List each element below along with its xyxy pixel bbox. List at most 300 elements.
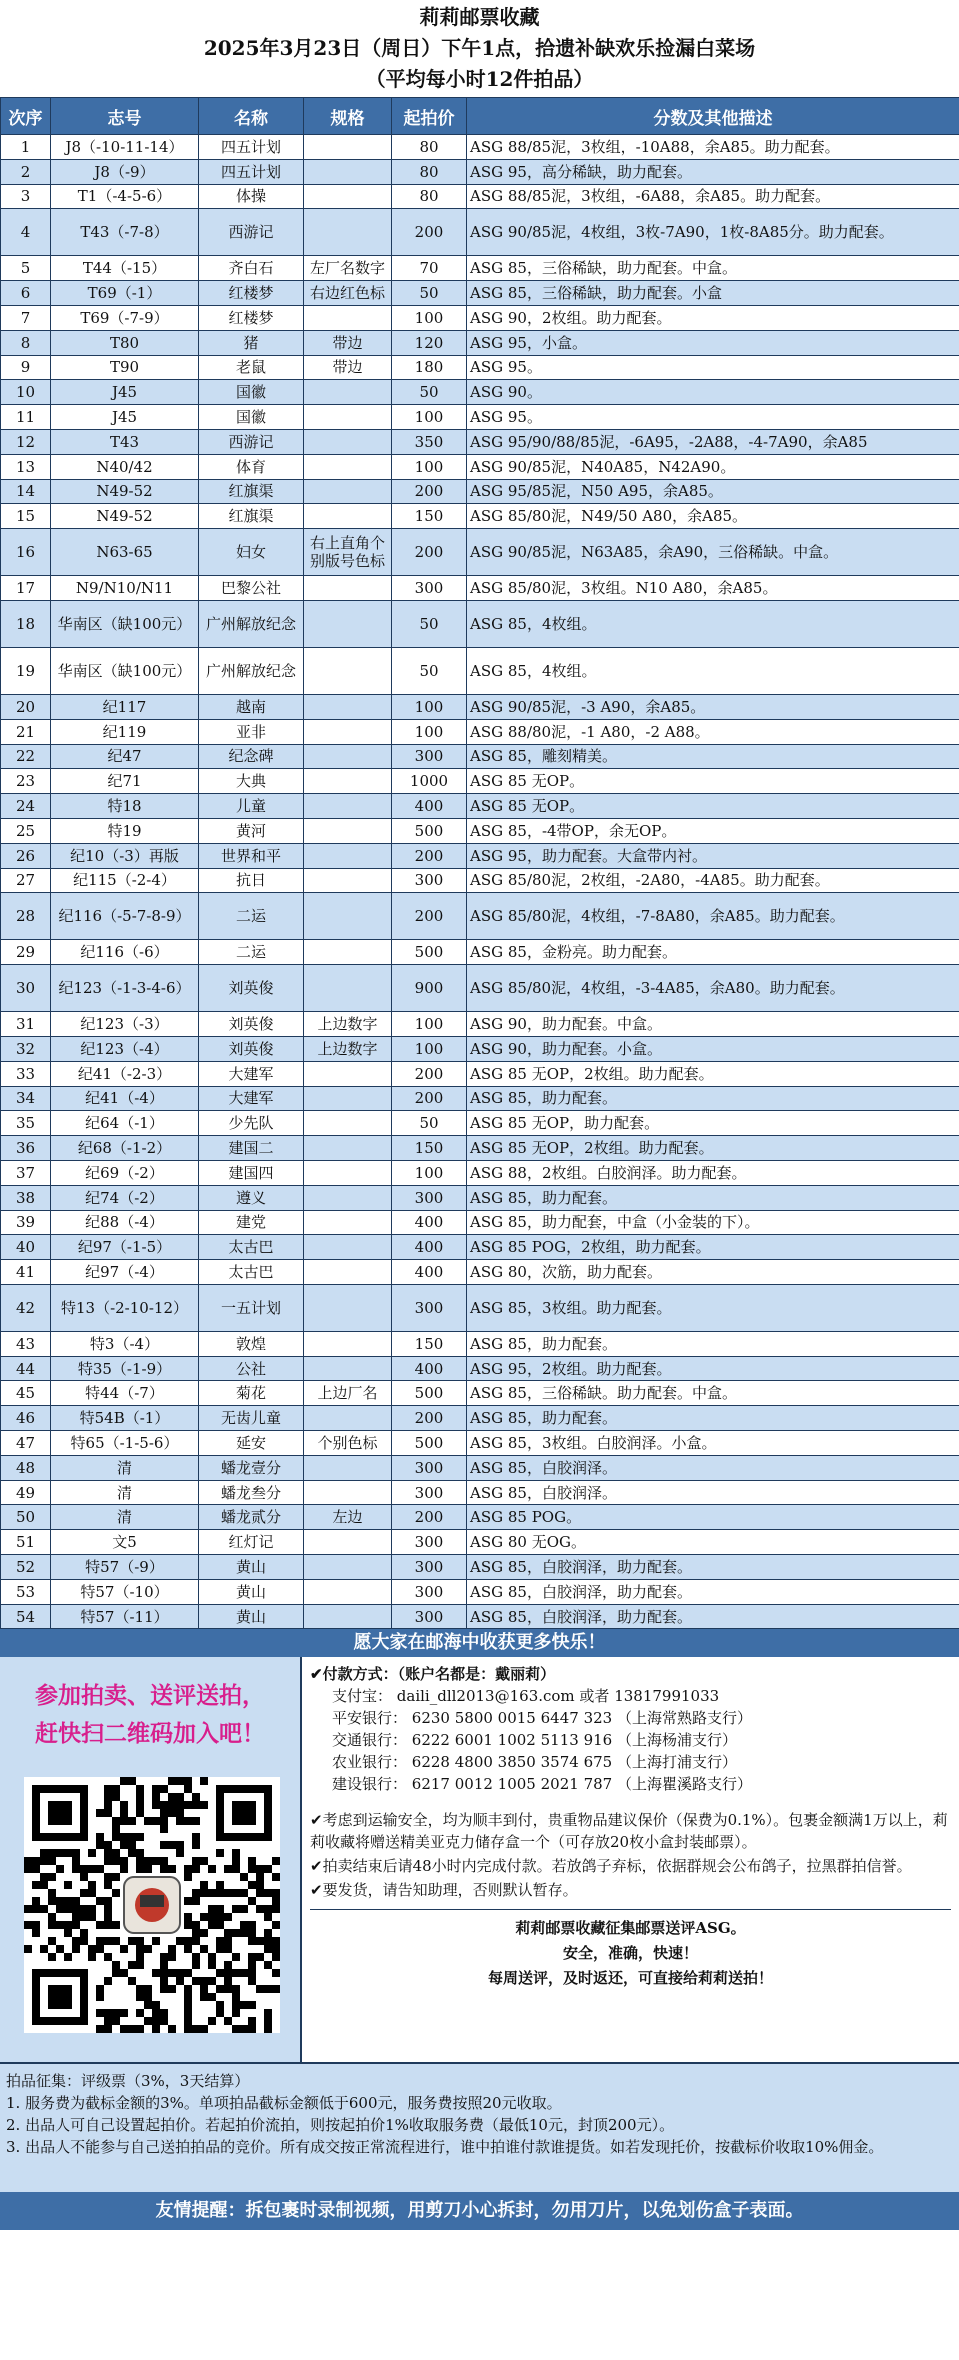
lot-price: 50 (392, 600, 467, 647)
lot-desc: ASG 85 无OP，2枚组。助力配套。 (467, 1136, 959, 1161)
lot-order: 44 (1, 1356, 51, 1381)
lot-price: 200 (392, 893, 467, 940)
lot-price: 200 (392, 1061, 467, 1086)
lot-name: 敦煌 (199, 1331, 304, 1356)
lot-spec (304, 1235, 392, 1260)
table-row (1, 1579, 959, 1604)
lot-desc: ASG 85 无OP，助力配套。 (467, 1111, 959, 1136)
lot-price: 300 (392, 1455, 467, 1480)
lot-price: 200 (392, 529, 467, 576)
bank-number[interactable]: 6222 6001 1002 5113 916 (411, 1731, 613, 1750)
lot-code: 纪41（-4） (51, 1086, 199, 1111)
lot-desc: ASG 90，助力配套。中盒。 (467, 1012, 959, 1037)
table-row (1, 1331, 959, 1356)
lot-spec (304, 159, 392, 184)
lot-order: 10 (1, 380, 51, 405)
lot-price: 300 (392, 576, 467, 601)
lot-price: 300 (392, 1579, 467, 1604)
lot-name: 世界和平 (199, 843, 304, 868)
lot-desc: ASG 85/80泥，4枚组，-3-4A85，余A80。助力配套。 (467, 965, 959, 1012)
lot-desc: ASG 88，2枚组。白胶润泽。助力配套。 (467, 1160, 959, 1185)
lot-order: 25 (1, 818, 51, 843)
lot-order: 33 (1, 1061, 51, 1086)
recruit-line-2: 安全，准确，快速！ (562, 1944, 698, 1963)
lot-order: 9 (1, 355, 51, 380)
lot-order: 35 (1, 1111, 51, 1136)
lot-name: 儿童 (199, 794, 304, 819)
lot-name: 广州解放纪念 (199, 647, 304, 694)
lot-desc: ASG 85，白胶润泽。 (467, 1455, 959, 1480)
table-row (1, 1455, 959, 1480)
table-row (1, 1505, 959, 1530)
lot-price: 200 (392, 1505, 467, 1530)
col-header-desc: 分数及其他描述 (467, 98, 959, 135)
lot-desc: ASG 95，助力配套。大盒带内衬。 (467, 843, 959, 868)
lot-name: 遵义 (199, 1185, 304, 1210)
lot-order: 31 (1, 1012, 51, 1037)
lot-price: 500 (392, 1431, 467, 1456)
lot-code: 纪97（-1-5） (51, 1235, 199, 1260)
lot-order: 3 (1, 184, 51, 209)
lot-price: 1000 (392, 769, 467, 794)
lot-code: 纪74（-2） (51, 1185, 199, 1210)
lot-code: 纪116（-5-7-8-9） (51, 893, 199, 940)
table-row (1, 893, 959, 940)
lot-code: 华南区（缺100元） (51, 647, 199, 694)
lot-spec (304, 429, 392, 454)
table-row (1, 576, 959, 601)
lot-spec (304, 479, 392, 504)
lot-price: 120 (392, 330, 467, 355)
lot-name: 亚非 (199, 719, 304, 744)
lot-name: 蟠龙贰分 (199, 1505, 304, 1530)
table-row (1, 794, 959, 819)
table-row (1, 454, 959, 479)
lot-name: 黄山 (199, 1555, 304, 1580)
lot-name: 少先队 (199, 1111, 304, 1136)
lot-desc: ASG 85，助力配套。 (467, 1406, 959, 1431)
lot-price: 300 (392, 744, 467, 769)
bank-number[interactable]: 6228 4800 3850 3574 675 (411, 1753, 613, 1772)
bank-label: 建设银行： (332, 1775, 408, 1794)
lot-code: 纪64（-1） (51, 1111, 199, 1136)
lot-order: 16 (1, 529, 51, 576)
lot-order: 1 (1, 135, 51, 160)
lot-code: 特13（-2-10-12） (51, 1284, 199, 1331)
lot-price: 300 (392, 1480, 467, 1505)
lot-name: 建党 (199, 1210, 304, 1235)
lot-spec (304, 1210, 392, 1235)
lot-desc: ASG 95。 (467, 355, 959, 380)
lot-spec (304, 184, 392, 209)
lot-spec (304, 1260, 392, 1285)
bank-row-2 (310, 1729, 951, 1751)
lot-code: 清 (51, 1455, 199, 1480)
lot-name: 越南 (199, 694, 304, 719)
lot-name: 二运 (199, 940, 304, 965)
table-row (1, 1356, 959, 1381)
lot-spec (304, 940, 392, 965)
lot-price: 200 (392, 479, 467, 504)
col-header-name: 名称 (199, 98, 304, 135)
table-row (1, 184, 959, 209)
lot-spec: 个别色标 (304, 1431, 392, 1456)
lot-name: 大典 (199, 769, 304, 794)
lot-price: 80 (392, 159, 467, 184)
lot-spec (304, 1356, 392, 1381)
page-title: 莉莉邮票收藏 (419, 5, 540, 29)
table-row (1, 1530, 959, 1555)
lot-name: 巴黎公社 (199, 576, 304, 601)
lot-price: 150 (392, 504, 467, 529)
lot-code: 特18 (51, 794, 199, 819)
lot-code: N9/N10/N11 (51, 576, 199, 601)
lot-name: 国徽 (199, 405, 304, 430)
lot-name: 猪 (199, 330, 304, 355)
bank-branch: （上海杨浦支行） (616, 1731, 737, 1750)
lot-spec (304, 843, 392, 868)
table-row (1, 1235, 959, 1260)
table-row (1, 330, 959, 355)
bank-number[interactable]: 6230 5800 0015 6447 323 (411, 1709, 613, 1728)
table-row (1, 1555, 959, 1580)
lot-spec (304, 1530, 392, 1555)
lot-code: 纪123（-4） (51, 1036, 199, 1061)
lot-desc: ASG 95。 (467, 405, 959, 430)
lot-price: 300 (392, 1555, 467, 1580)
lot-price: 200 (392, 209, 467, 256)
lot-order: 18 (1, 600, 51, 647)
lot-desc: ASG 90/85泥，N40A85，N42A90。 (467, 454, 959, 479)
lot-price: 400 (392, 1356, 467, 1381)
lot-spec: 右边红色标 (304, 281, 392, 306)
lot-code: 华南区（缺100元） (51, 600, 199, 647)
table-row (1, 868, 959, 893)
lot-desc: ASG 95，小盒。 (467, 330, 959, 355)
lot-desc: ASG 90。 (467, 380, 959, 405)
lot-spec (304, 1331, 392, 1356)
lot-code: 特44（-7） (51, 1381, 199, 1406)
table-row (1, 719, 959, 744)
lot-name: 蟠龙壹分 (199, 1455, 304, 1480)
lot-order: 19 (1, 647, 51, 694)
lot-price: 100 (392, 719, 467, 744)
lot-desc: ASG 85 无OP，2枚组。助力配套。 (467, 1061, 959, 1086)
page-note: （平均每小时12件拍品） (365, 67, 594, 91)
note-payment-deadline: ✔拍卖结束后请48小时内完成付款。若放鸽子弃标，依据群规会公布鸽子，拉黑群拍信誉。 (310, 1857, 912, 1876)
payment-title: ✔付款方式：（账户名都是：戴丽莉） (310, 1665, 556, 1684)
lot-price: 400 (392, 1235, 467, 1260)
lot-name: 黄山 (199, 1604, 304, 1629)
lot-desc: ASG 85，3枚组。白胶润泽。小盒。 (467, 1431, 959, 1456)
lot-code: 纪123（-1-3-4-6） (51, 965, 199, 1012)
alipay-row (310, 1685, 951, 1707)
rules-section (0, 2064, 959, 2192)
lot-order: 42 (1, 1284, 51, 1331)
col-header-price: 起拍价 (392, 98, 467, 135)
lot-spec (304, 454, 392, 479)
bank-row-4 (310, 1773, 951, 1795)
lot-name: 大建军 (199, 1061, 304, 1086)
lot-name: 刘英俊 (199, 965, 304, 1012)
lot-name: 菊花 (199, 1381, 304, 1406)
lot-desc: ASG 85，白胶润泽，助力配套。 (467, 1579, 959, 1604)
lot-price: 400 (392, 794, 467, 819)
lot-desc: ASG 95，2枚组。助力配套。 (467, 1356, 959, 1381)
info-section (0, 1657, 959, 2064)
blessing-banner: 愿大家在邮海中收获更多快乐！ (0, 1629, 959, 1657)
rule-1: 1. 服务费为截标金额的3%。单项拍品截标金额低于600元，服务费按照20元收取。 (6, 2094, 562, 2113)
lot-price: 100 (392, 405, 467, 430)
lot-desc: ASG 90，助力配套。小盒。 (467, 1036, 959, 1061)
lot-desc: ASG 85，助力配套。 (467, 1086, 959, 1111)
lot-price: 300 (392, 1284, 467, 1331)
lot-desc: ASG 85，3枚组。助力配套。 (467, 1284, 959, 1331)
lot-order: 41 (1, 1260, 51, 1285)
lot-price: 300 (392, 1604, 467, 1629)
lot-price: 500 (392, 1381, 467, 1406)
lot-spec (304, 305, 392, 330)
lot-order: 30 (1, 965, 51, 1012)
lot-spec (304, 719, 392, 744)
table-row (1, 818, 959, 843)
lot-desc: ASG 85 无OP。 (467, 794, 959, 819)
table-row (1, 1036, 959, 1061)
lot-price: 350 (392, 429, 467, 454)
lot-order: 52 (1, 1555, 51, 1580)
table-row (1, 1406, 959, 1431)
lot-desc: ASG 85/80泥，3枚组。N10 A80，余A85。 (467, 576, 959, 601)
lot-code: 特57（-10） (51, 1579, 199, 1604)
lot-code: N49-52 (51, 479, 199, 504)
lot-spec (304, 1185, 392, 1210)
lot-order: 24 (1, 794, 51, 819)
lot-desc: ASG 85/80泥，4枚组，-7-8A80，余A85。助力配套。 (467, 893, 959, 940)
promo-text (0, 1657, 300, 1753)
lot-order: 8 (1, 330, 51, 355)
lot-order: 34 (1, 1086, 51, 1111)
lot-desc: ASG 85，三俗稀缺。助力配套。中盒。 (467, 1381, 959, 1406)
lot-order: 7 (1, 305, 51, 330)
lot-desc: ASG 85，助力配套，中盒（小金装的下）。 (467, 1210, 959, 1235)
table-row (1, 479, 959, 504)
table-row (1, 281, 959, 306)
lot-price: 500 (392, 818, 467, 843)
alipay-label: 支付宝： (332, 1687, 393, 1706)
lot-price: 150 (392, 1136, 467, 1161)
lot-name: 大建军 (199, 1086, 304, 1111)
lot-code: N63-65 (51, 529, 199, 576)
lot-order: 21 (1, 719, 51, 744)
lot-price: 100 (392, 454, 467, 479)
table-row (1, 1381, 959, 1406)
lot-code: 特57（-9） (51, 1555, 199, 1580)
lot-desc: ASG 90，2枚组。助力配套。 (467, 305, 959, 330)
rule-3: 3. 出品人不能参与自己送拍拍品的竞价。所有成交按正常流程进行，谁中拍谁付款谁提货。如若发现托价，按截标价收取10%佣金。 (6, 2138, 884, 2157)
lot-code: 纪88（-4） (51, 1210, 199, 1235)
lot-spec (304, 600, 392, 647)
lot-name: 纪念碑 (199, 744, 304, 769)
lot-code: 纪71 (51, 769, 199, 794)
lot-price: 300 (392, 1530, 467, 1555)
lot-name: 齐白石 (199, 256, 304, 281)
lot-price: 100 (392, 1012, 467, 1037)
lot-name: 红旗渠 (199, 504, 304, 529)
lot-code: T90 (51, 355, 199, 380)
lot-desc: ASG 85，4枚组。 (467, 600, 959, 647)
rule-2: 2. 出品人可自己设置起拍价。若起拍价流拍，则按起拍价1%收取服务费（最低10元，封顶200元）。 (6, 2116, 675, 2135)
lot-spec (304, 1136, 392, 1161)
lot-spec (304, 965, 392, 1012)
lot-spec (304, 744, 392, 769)
lot-code: 纪69（-2） (51, 1160, 199, 1185)
lot-code: 特35（-1-9） (51, 1356, 199, 1381)
lot-desc: ASG 85 POG，2枚组，助力配套。 (467, 1235, 959, 1260)
lot-order: 47 (1, 1431, 51, 1456)
lot-spec (304, 1406, 392, 1431)
lot-spec (304, 769, 392, 794)
lot-code: 纪116（-6） (51, 940, 199, 965)
lot-order: 37 (1, 1160, 51, 1185)
lot-code: 特57（-11） (51, 1604, 199, 1629)
lot-code: 纪117 (51, 694, 199, 719)
table-row (1, 159, 959, 184)
lot-price: 300 (392, 868, 467, 893)
lot-spec (304, 1555, 392, 1580)
table-header-row (1, 98, 959, 135)
lot-desc: ASG 90/85泥，N63A85，余A90，三俗稀缺。中盒。 (467, 529, 959, 576)
alipay-account[interactable]: daili_dll2013@163.com 或者 13817991033 (396, 1687, 720, 1706)
lot-price: 300 (392, 1185, 467, 1210)
recruit-box (310, 1909, 951, 1991)
table-row (1, 1185, 959, 1210)
lot-name: 黄山 (199, 1579, 304, 1604)
lot-spec (304, 380, 392, 405)
lot-code: 特65（-1-5-6） (51, 1431, 199, 1456)
lot-code: 文5 (51, 1530, 199, 1555)
lot-code: T69（-7-9） (51, 305, 199, 330)
table-row (1, 744, 959, 769)
lot-name: 西游记 (199, 209, 304, 256)
bank-label: 交通银行： (332, 1731, 408, 1750)
lot-desc: ASG 85，白胶润泽，助力配套。 (467, 1555, 959, 1580)
lot-code: 纪10（-3）再版 (51, 843, 199, 868)
lot-desc: ASG 85，雕刻精美。 (467, 744, 959, 769)
lot-order: 14 (1, 479, 51, 504)
lot-spec (304, 694, 392, 719)
lot-name: 蟠龙叁分 (199, 1480, 304, 1505)
lot-price: 50 (392, 647, 467, 694)
lot-code: 纪123（-3） (51, 1012, 199, 1037)
table-row (1, 1111, 959, 1136)
table-row (1, 965, 959, 1012)
table-row (1, 355, 959, 380)
lot-desc: ASG 85 POG。 (467, 1505, 959, 1530)
bank-number[interactable]: 6217 0012 1005 2021 787 (411, 1775, 613, 1794)
table-row (1, 1136, 959, 1161)
lot-price: 200 (392, 1086, 467, 1111)
lot-name: 体操 (199, 184, 304, 209)
lot-desc: ASG 85/80泥，N49/50 A80，余A85。 (467, 504, 959, 529)
lot-code: N40/42 (51, 454, 199, 479)
lot-price: 50 (392, 1111, 467, 1136)
table-row (1, 1086, 959, 1111)
lot-spec: 左边 (304, 1505, 392, 1530)
lot-spec (304, 1061, 392, 1086)
lot-name: 红楼梦 (199, 305, 304, 330)
table-row (1, 769, 959, 794)
lot-order: 6 (1, 281, 51, 306)
lot-order: 32 (1, 1036, 51, 1061)
qr-code-icon[interactable] (24, 1777, 280, 2033)
lot-spec (304, 794, 392, 819)
lot-spec: 带边 (304, 355, 392, 380)
lot-price: 50 (392, 281, 467, 306)
lot-desc: ASG 95，高分稀缺，助力配套。 (467, 159, 959, 184)
lot-name: 太古巴 (199, 1235, 304, 1260)
table-row (1, 529, 959, 576)
lot-spec (304, 135, 392, 160)
lot-code: 特3（-4） (51, 1331, 199, 1356)
table-row (1, 305, 959, 330)
lot-code: 纪47 (51, 744, 199, 769)
lot-desc: ASG 85，金粉亮。助力配套。 (467, 940, 959, 965)
lot-name: 刘英俊 (199, 1012, 304, 1037)
shipping-notes (310, 1809, 951, 1901)
lot-spec (304, 504, 392, 529)
lot-code: 清 (51, 1505, 199, 1530)
lot-price: 150 (392, 1331, 467, 1356)
bank-branch: （上海常熟路支行） (616, 1709, 752, 1728)
lot-name: 无齿儿童 (199, 1406, 304, 1431)
page-subtitle: 2025年3月23日（周日）下午1点，拾遗补缺欢乐捡漏白菜场 (203, 36, 756, 60)
lot-spec (304, 209, 392, 256)
payment-panel (302, 1657, 959, 2062)
lot-price: 100 (392, 305, 467, 330)
lot-spec (304, 893, 392, 940)
lot-price: 50 (392, 380, 467, 405)
lot-code: T43（-7-8） (51, 209, 199, 256)
lot-code: T69（-1） (51, 281, 199, 306)
lot-price: 400 (392, 1260, 467, 1285)
lot-code: J45 (51, 405, 199, 430)
lots-table (0, 97, 959, 1629)
lot-desc: ASG 85，助力配套。 (467, 1185, 959, 1210)
lot-price: 100 (392, 1036, 467, 1061)
lot-code: T80 (51, 330, 199, 355)
lot-order: 13 (1, 454, 51, 479)
lot-order: 40 (1, 1235, 51, 1260)
lot-price: 900 (392, 965, 467, 1012)
bank-branch: （上海瞿溪路支行） (616, 1775, 752, 1794)
lot-desc: ASG 85 无OP。 (467, 769, 959, 794)
bank-row-1 (310, 1707, 951, 1729)
footer-reminder: 友情提醒：拆包裹时录制视频，用剪刀小心拆封，勿用刀片，以免划伤盒子表面。 (0, 2192, 959, 2230)
lot-order: 23 (1, 769, 51, 794)
table-row (1, 694, 959, 719)
lot-order: 36 (1, 1136, 51, 1161)
lot-code: J8（-10-11-14） (51, 135, 199, 160)
lot-code: 纪41（-2-3） (51, 1061, 199, 1086)
lot-order: 15 (1, 504, 51, 529)
col-header-order: 次序 (1, 98, 51, 135)
table-row (1, 1061, 959, 1086)
lot-desc: ASG 80，次筋，助力配套。 (467, 1260, 959, 1285)
lot-order: 4 (1, 209, 51, 256)
lot-order: 38 (1, 1185, 51, 1210)
lot-order: 12 (1, 429, 51, 454)
lot-spec (304, 1579, 392, 1604)
